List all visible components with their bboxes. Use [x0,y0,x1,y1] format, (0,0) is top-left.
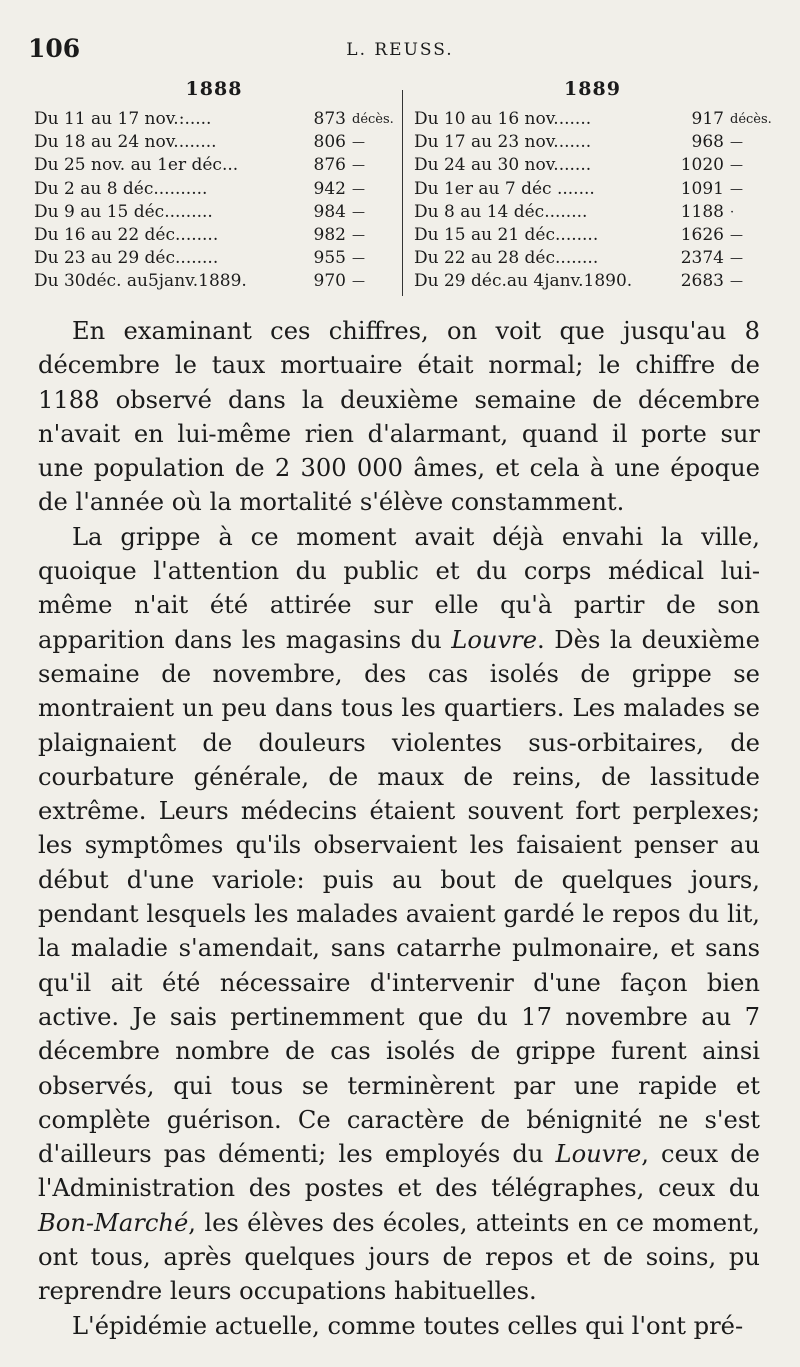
text-run: La grippe à ce moment avait déjà envahi la ville, quoique l'attention du public et du corps médical lui-même n'ait été attirée sur elle qu'à partir de son apparition dans les magasins du [38,522,760,654]
table-row [30,224,398,247]
table-cell-unit: décès. [352,112,394,127]
table-row [410,224,775,247]
table-cell-unit: — [730,158,743,174]
text-run: . Dès la deuxième semaine de novembre, des cas isolés de grippe se montraient un peu dans tous les quartiers. Les malades se plaignaient de douleurs violentes sus-orbitaires, de courbature générale, de maux de reins, de lassitude extrême. Leurs médecins étaient souvent fort perplexes; les symptômes qu'ils observaient les faisaient penser au début d'une variole: puis au bout de quelques jours, pendant lesquels les malades avaient gardé le repos du lit, la maladie s'amendait, sans catarrhe pulmonaire, et sans qu'il ait été nécessaire d'intervenir d'une façon bien active. Je sais pertinemment que du 17 novembre au 7 décembre nombre de cas isolés de grippe furent ainsi observés, qui tous se terminèrent par une rapide et complète guérison. Ce caractère de bénignité ne s'est d'ailleurs pas démenti; les employés du [38,625,760,1169]
table-cell-count: 970 [313,271,346,292]
table-row [30,178,398,201]
table-cell-period: Du 24 au 30 nov....... [414,155,592,176]
table-cell-period: Du 30déc. au5janv.1889. [34,271,247,292]
table-cell-unit: décès. [730,112,772,127]
table-cell-period: Du 25 nov. au 1er déc... [34,155,239,176]
body-text [38,314,760,1343]
table-cell-count: 806 [313,132,346,153]
table-cell-count: 982 [313,224,346,245]
table-cell-count: 955 [313,248,346,269]
italic-louvre: Louvre [555,1140,642,1169]
table-cell-unit: — [352,181,365,197]
table-cell-count: 2374 [680,248,724,269]
paragraph [38,520,760,1309]
table-cell-count: 1626 [680,224,724,245]
table-cell-period: Du 8 au 14 déc........ [414,201,588,222]
running-head: L. REUSS. [346,40,454,60]
year-heading: 1888 [185,78,243,100]
page-number: 106 [28,34,81,63]
paragraph: En examinant ces chiffres, on voit que jusqu'au 8 décembre le taux mortuaire était normal; le chiffre de 1188 observé dans la deuxième semaine de décembre n'avait en lui-même rien d'alarmant, quand il porte sur une population de 2 300 000 âmes, et cela à une époque de l'année où la mortalité s'élève constamment. [38,317,760,517]
table-row [410,201,775,224]
table-cell-unit: — [352,251,365,267]
text-run: , les élèves des écoles, atteints en ce moment, ont tous, après quelques jours de repos et de soins, pu reprendre leurs occupations habituelles. [38,1208,760,1306]
table-cell-period: Du 9 au 15 déc......... [34,201,213,222]
table-column-1889 [410,74,775,296]
table-row [30,154,398,177]
table-cell-period: Du 15 au 21 déc........ [414,224,599,245]
table-cell-period: Du 23 au 29 déc........ [34,248,219,269]
table-cell-unit: — [730,251,743,267]
table-cell-count: 942 [313,178,346,199]
table-cell-unit: — [352,274,365,290]
table-cell-count: 1091 [680,178,724,199]
table-cell-period: Du 11 au 17 nov.:..... [34,109,212,129]
table-row [30,201,398,224]
table-cell-unit: — [352,135,365,151]
table-cell-count: 1020 [680,155,724,176]
table-cell-count: 968 [691,132,724,153]
table-cell-count: 1188 [680,201,724,222]
page-header [0,34,800,68]
table-cell-unit: — [352,227,365,243]
table-cell-period: Du 10 au 16 nov....... [414,109,592,129]
table-cell-unit: — [730,227,743,243]
table-cell-period: Du 17 au 23 nov....... [414,132,592,153]
table-row [410,131,775,154]
table-cell-unit: — [730,135,743,151]
table-rows [410,108,775,294]
table-cell-period: Du 22 au 28 déc........ [414,248,599,269]
table-cell-count: 917 [691,109,724,129]
table-row [410,247,775,270]
italic-bon-marche: Bon-Marché [38,1208,189,1237]
italic-louvre: Louvre [451,625,538,654]
table-column-1888 [30,74,398,296]
table-cell-unit: — [730,181,743,197]
table-cell-unit: · [730,204,735,220]
table-cell-period: Du 1er au 7 déc ....... [414,178,595,199]
table-row [410,154,775,177]
table-row [410,108,775,131]
table-row [30,247,398,270]
table-cell-unit: — [730,274,743,290]
column-divider [402,90,403,296]
table-cell-count: 873 [313,109,346,129]
table-cell-count: 876 [313,155,346,176]
table-row [30,108,398,131]
table-cell-count: 984 [313,201,346,222]
table-row [30,270,398,293]
table-row [410,178,775,201]
table-row [30,131,398,154]
year-heading: 1889 [564,78,621,100]
table-rows [30,108,398,294]
mortality-table [30,74,775,296]
table-cell-period: Du 16 au 22 déc........ [34,224,219,245]
paragraph: L'épidémie actuelle, comme toutes celles qui l'ont pré- [72,1311,744,1340]
table-row [410,270,775,293]
table-cell-unit: — [352,158,365,174]
table-cell-unit: — [352,204,365,220]
table-cell-period: Du 2 au 8 déc.......... [34,178,208,199]
text-run: , ceux de l'Administration des postes et des télégraphes, ceux du [38,1140,761,1203]
table-cell-count: 2683 [680,271,724,292]
table-cell-period: Du 18 au 24 nov........ [34,132,217,153]
table-cell-period: Du 29 déc.au 4janv.1890. [414,271,633,292]
